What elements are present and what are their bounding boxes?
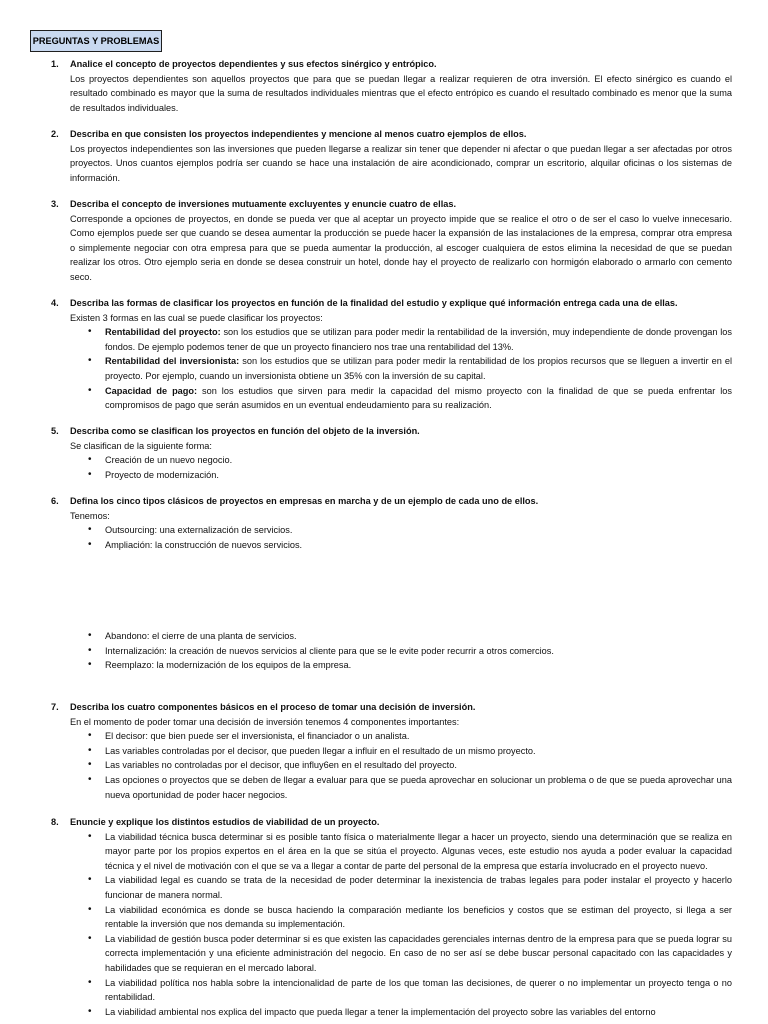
question-text: Describa el concepto de inversiones mutuamente excluyentes y enuncie cuatro de ellas. [70,199,457,209]
question-heading [0,57,768,72]
question-1 [0,57,768,115]
question-6-continued [0,629,768,673]
answer-text: Los proyectos dependientes son aquellos proyectos que para que se puedan llegar a realizar requieren de otra inversión. El efecto sinérgico es cuando el resultado combinado es mayor que la suma de resultados individuales mientras que el efecto entrópico es cuando el resultado combinado es menor que la suma de resultados individuales. [70,73,732,113]
section-title: PREGUNTAS Y PROBLEMAS [30,30,162,52]
list-item: • La viabilidad técnica busca determinar si es posible tanto física o materialmente llegar a hacer un proyecto, siendo una determinación que se realiza en mayor parte por los propios expertos en el área en la que se sitúa el proyecto. Algunas veces, este estudio nos ayuda a poder evaluar la capacidad técnica y el nivel de motivación con el que se va a llegar a contar de parte del personal de la empresa que estaría involucrado en el proyecto nuevo. [88,830,732,871]
question-8 [0,815,768,1019]
list-item: • Ampliación: la construcción de nuevos servicios. [0,538,768,553]
question-number: 3. [51,199,59,209]
bullet-list [0,453,768,482]
bullet-icon: • [88,903,92,915]
bullet-icon: • [88,384,92,396]
question-text: Defina los cinco tipos clásicos de proyectos en empresas en marcha y de un ejemplo de cada uno de ellos. [70,496,539,506]
list-item: • Abandono: el cierre de una planta de servicios. [0,629,768,644]
answer-intro: En el momento de poder tomar una decisión de inversión tenemos 4 componentes importantes: [70,716,460,727]
list-item: • Reemplazo: la modernización de los equipos de la empresa. [0,658,768,673]
question-text: Analice el concepto de proyectos dependientes y sus efectos sinérgico y entrópico. [70,59,437,69]
bullet-icon: • [88,630,92,641]
question-number: 8. [51,817,59,827]
answer-text: Los proyectos independientes son las inversiones que pueden llegarse a realizar sin tener que depender ni afectar o que puedan llegar a ser afectadas por otros proyectos. Unos cuantos ejemplos podría ser cuando se hace una instalación de aire acondicionado, comprar un escritorio, alquilar oficinas o los sistemas de información. [70,143,732,183]
bullet-list [0,629,768,673]
question-text: Describa los cuatro componentes básicos en el proceso de tomar una decisión de inversión. [70,702,476,712]
question-number: 5. [51,426,59,436]
list-item: • Capacidad de pago: son los estudios que sirven para medir la capacidad del mismo proyecto con la finalidad de que se pueda enfrentar los compromisos de pago que serán asumidos en un eventual endeudamiento para su realización. [88,384,732,411]
bullet-icon: • [88,326,92,338]
list-item: • El decisor: que bien puede ser el inversionista, el financiador o un analista. [0,729,768,744]
question-heading [0,700,768,715]
question-6 [0,494,768,552]
list-item: • La viabilidad económica es donde se busca haciendo la comparación mediante los beneficios y costos que se estiman del proyecto, si llega a ser rentable la inversión que nos demanda su implementación. [88,903,732,930]
list-item: • La viabilidad legal es cuando se trata de la necesidad de poder determinar la inexistencia de trabas legales para poder instalar el proyecto y hacerlo funcionar de manera normal. [88,874,732,900]
bullet-list [0,729,768,802]
answer-intro: Existen 3 formas en las cual se puede clasificar los proyectos: [70,312,323,323]
bullet-icon: • [88,644,92,656]
question-text: Enuncie y explique los distintos estudios de viabilidad de un proyecto. [70,817,380,827]
list-item: • Internalización: la creación de nuevos servicios al cliente para que se le evite poder recurrir a otros comercios. [0,644,768,659]
bullet-list [0,830,768,1020]
question-3 [0,197,768,285]
question-heading [0,296,768,311]
answer-intro: Tenemos: [70,510,110,521]
bullet-icon: • [88,730,92,742]
question-text: Describa en que consisten los proyectos independientes y mencione al menos cuatro ejemplos de ellos. [70,129,527,139]
bullet-icon: • [88,454,92,466]
bullet-icon: • [88,976,92,988]
list-item: • Las variables no controladas por el decisor, que influy6en en el resultado del proyecto. [0,758,768,773]
bullet-list [0,325,768,413]
bullet-icon: • [88,932,92,944]
question-heading [0,815,768,830]
bullet-icon: • [88,468,92,480]
bullet-icon: • [88,524,92,536]
question-number: 4. [51,298,59,308]
bullet-icon: • [88,759,92,771]
answer-text: Corresponde a opciones de proyectos, en donde se pueda ver que al aceptar un proyecto impide que se realice el otro o de ser el caso lo vuelve innecesario. Como ejemplos puede ser que cuando se desea aumentar la producción se puede hacer la expansión de las instalaciones de la empresa, comprar otra empresa o simplemente negociar con otra empresa para que se pueda aumentar la producción, al escoger cualquiera de estos elimina la necesidad de que se puedan realizar los otros. Otro ejemplo seria en donde se desea construir un hotel, donde hay el proyecto de realizarlo con hormigón elaborado o armarlo con cemento seco. [70,213,732,282]
bullet-icon: • [88,830,92,842]
question-number: 6. [51,496,59,506]
list-item: • Las variables controladas por el decisor, que pueden llegar a influir en el resultado de un mismo proyecto. [0,744,768,759]
list-item: • Rentabilidad del proyecto: son los estudios que se utilizan para poder medir la rentabilidad de la inversión, muy independiente de donde provengan los fondos. De ejemplo podemos tener de que un proyecto financiero nos trae una rentabilidad del 13%. [88,326,732,352]
list-item: • La viabilidad ambiental nos explica del impacto que pueda llegar a tener la implementación del proyecto sobre las variables del entorno [0,1005,768,1020]
list-item: • Rentabilidad del inversionista: son los estudios que se utilizan para poder medir la rentabilidad de los propios recursos que se lleguen a invertir en el proyecto. Por ejemplo, cuando un inversionista obtiene un 35% con la inversión de su capital. [88,355,732,381]
answer-intro: Se clasifican de la siguiente forma: [70,440,212,451]
bullet-icon: • [88,874,92,886]
question-5 [0,424,768,482]
question-4 [0,296,768,413]
question-number: 1. [51,59,59,69]
list-item: • Las opciones o proyectos que se deben de llegar a evaluar para que se pueda aprovechar en solucionar un problema o de que se pueda aprovechar una nueva oportunidad de poder hacer negocios. [88,773,732,800]
question-heading [0,127,768,142]
question-heading [0,197,768,212]
question-2 [0,127,768,185]
bullet-icon: • [88,1005,92,1017]
list-item: • La viabilidad política nos habla sobre la intencionalidad de parte de los que toman las decisiones, de querer o no implementar un proyecto tenga o no rentabilidad. [88,976,732,1003]
bullet-icon: • [88,744,92,756]
list-item: • Proyecto de modernización. [0,468,768,483]
list-item: • Creación de un nuevo negocio. [0,453,768,468]
list-item: • Outsourcing: una externalización de servicios. [0,523,768,538]
question-number: 7. [51,702,59,712]
bullet-icon: • [88,355,92,367]
bullet-icon: • [88,773,92,785]
question-heading [0,494,768,509]
question-number: 2. [51,129,59,139]
bullet-icon: • [88,538,92,550]
list-item: • La viabilidad de gestión busca poder determinar si es que existen las capacidades gerenciales internas dentro de la empresa para que se pueda lograr su correcta implementación y una eficiente administración del negocio. En caso de no ser así se debe buscar personal capacitado con las capacidades y habilidades que se requieran en el mercado laboral. [88,932,732,973]
question-heading [0,424,768,439]
bullet-list [0,523,768,552]
question-7 [0,700,768,802]
bullet-icon: • [88,659,92,671]
question-text: Describa como se clasifican los proyectos en función del objeto de la inversión. [70,426,420,436]
question-text: Describa las formas de clasificar los proyectos en función de la finalidad del estudio y explique qué información entrega cada una de ellas. [70,298,678,308]
